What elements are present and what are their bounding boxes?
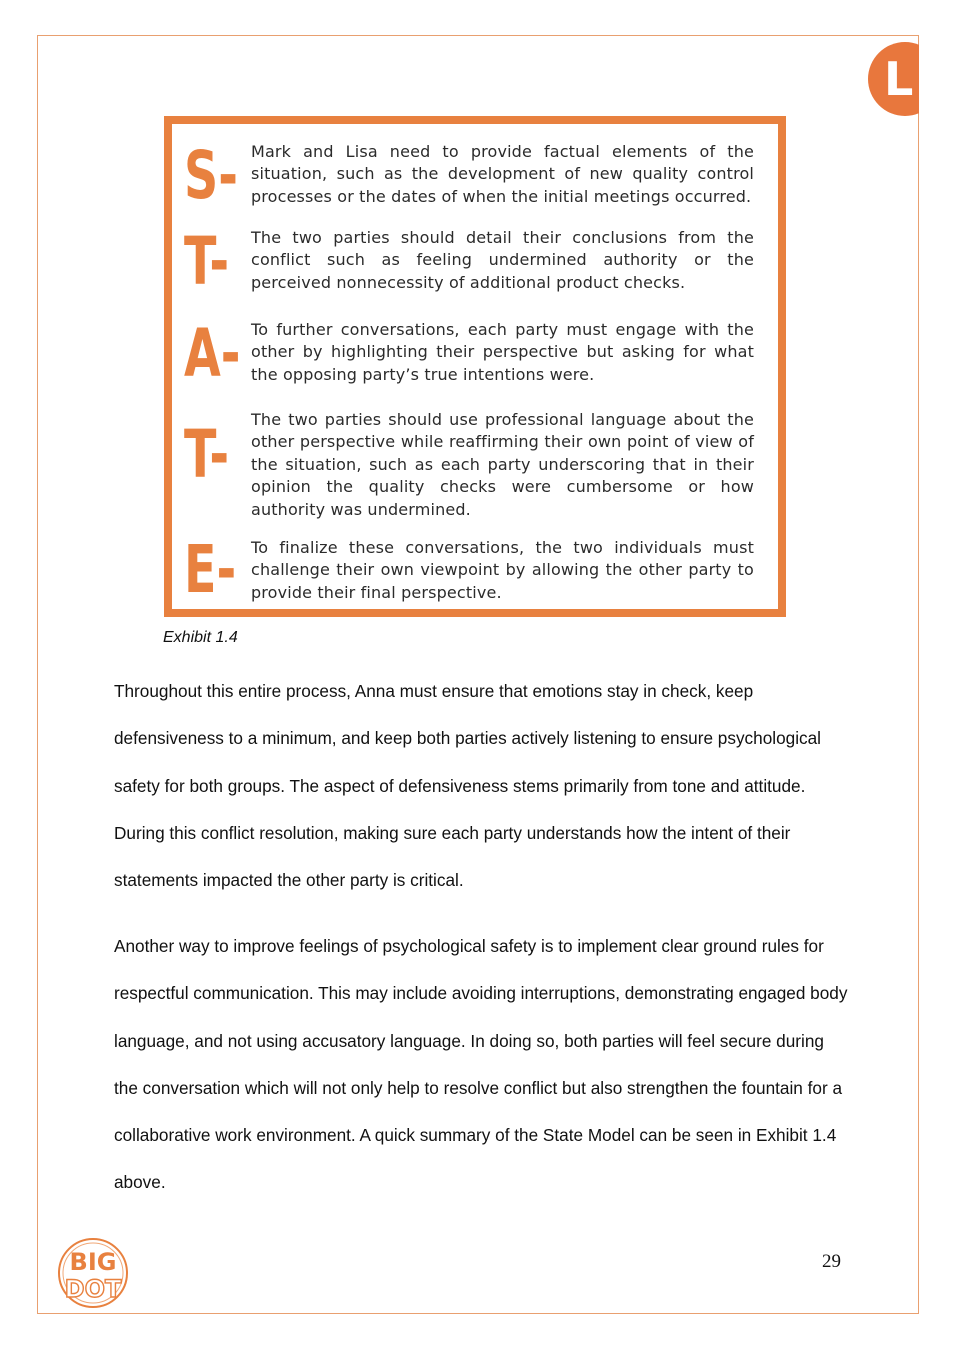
logo-text-top: BIG	[69, 1248, 117, 1276]
state-description: The two parties should use professional language about the other perspective while reaffirming their own point of view of the situation, such as each party underscoring that in their opinion the quality checks were cumbersome or how authority was undermined.	[251, 410, 754, 519]
big-dot-logo	[55, 1237, 133, 1309]
page-number: 29	[822, 1251, 841, 1272]
state-letter: S-	[184, 137, 238, 214]
state-letter: T-	[184, 416, 230, 493]
page-margin-mask	[919, 30, 956, 130]
state-description: To further conversations, each party must engage with the other by highlighting their perspective but asking for what the opposing party’s true intentions were.	[251, 320, 754, 384]
exhibit-caption: Exhibit 1.4	[163, 629, 238, 646]
state-model-box	[164, 116, 786, 617]
state-description: To finalize these conversations, the two individuals must challenge their own viewpoint by allowing the other party to provide their final perspective.	[251, 538, 754, 602]
state-description: The two parties should detail their conclusions from the conflict such as feeling undermined authority or the perceived nonnecessity of additional product checks.	[251, 228, 754, 292]
body-paragraph: Another way to improve feelings of psychological safety is to implement clear ground rules for respectful communication. This may include avoiding interruptions, demonstrating engaged body language, and not using accusatory language. In doing so, both parties will feel secure during the conversation which will not only help to resolve conflict but also strengthen the fountain for a collaborative work environment. A quick summary of the State Model can be seen in Exhibit 1.4 above.	[114, 936, 848, 1193]
state-letter: E-	[184, 531, 237, 608]
state-letter: A-	[184, 315, 241, 392]
logo-text-bottom: DOT	[64, 1275, 122, 1303]
section-tab-letter: L	[884, 52, 914, 106]
body-paragraph: Throughout this entire process, Anna must ensure that emotions stay in check, keep defensiveness to a minimum, and keep both parties actively listening to ensure psychological safety for both groups. The aspect of defensiveness stems primarily from tone and attitude. During this conflict resolution, making sure each party understands how the intent of their statements impacted the other party is critical.	[114, 681, 821, 891]
state-description: Mark and Lisa need to provide factual elements of the situation, such as the development of new quality control processes or the dates of when the initial meetings occurred.	[251, 142, 754, 206]
state-letter: T-	[184, 223, 230, 300]
